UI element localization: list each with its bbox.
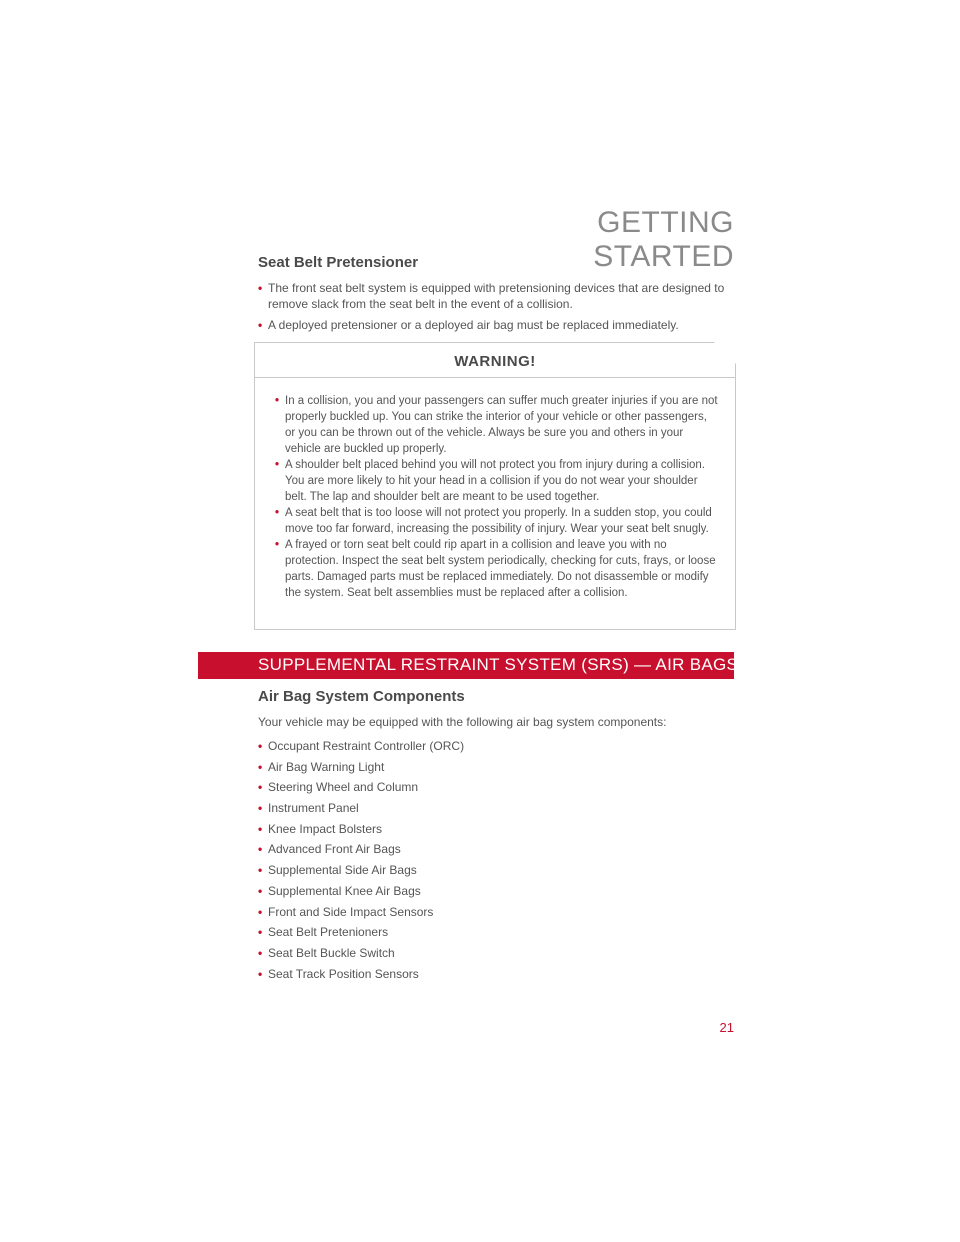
bullet-icon: •: [258, 821, 263, 836]
bullet-icon: •: [258, 281, 263, 295]
list-item-text: Instrument Panel: [268, 801, 359, 816]
bullet-icon: •: [258, 904, 263, 919]
list-item: [258, 904, 658, 925]
list-item: [258, 759, 658, 780]
list-item: [258, 924, 658, 945]
warning-divider: [255, 377, 735, 378]
list-item-text: Seat Belt Buckle Switch: [268, 945, 395, 960]
bullet-icon: •: [258, 966, 263, 981]
list-item-text: Supplemental Knee Air Bags: [268, 883, 421, 898]
list-item: [258, 841, 658, 862]
list-item-text: A frayed or torn seat belt could rip apart in a collision and leave you with no protection. Inspect the seat belt system periodically, checking for cuts, frays, or loose parts. Damaged parts must be replaced immediately. Do not disassemble or modify the system. Seat belt assemblies must be replaced after a collision.: [285, 539, 716, 599]
list-item-text: Seat Belt Pretenioners: [268, 925, 389, 940]
bullet-icon: •: [258, 883, 263, 898]
list-item: [258, 862, 658, 883]
airbag-components-intro: Your vehicle may be equipped with the following air bag system components:: [258, 715, 667, 729]
list-item: [258, 317, 734, 333]
list-item-text: Steering Wheel and Column: [268, 780, 419, 795]
list-item-text: A deployed pretensioner or a deployed air bag must be replaced immediately.: [268, 318, 679, 332]
list-item: [258, 738, 658, 759]
bullet-icon: •: [275, 459, 280, 471]
list-item-text: Occupant Restraint Controller (ORC): [268, 739, 465, 753]
airbag-components-list: [258, 738, 658, 986]
list-item: [258, 280, 734, 312]
page-section-header: GETTING STARTED: [593, 206, 734, 273]
list-item-text: Supplemental Side Air Bags: [268, 863, 417, 878]
warning-bullet-list: [275, 393, 719, 601]
list-item-text: A seat belt that is too loose will not protect you properly. In a sudden stop, you could move too far forward, increasing the possibility of injury. Wear your seat belt snugly.: [285, 507, 712, 535]
list-item-text: Seat Track Position Sensors: [268, 966, 419, 981]
warning-title: WARNING!: [454, 353, 536, 370]
bullet-icon: •: [258, 780, 263, 795]
list-item-text: The front seat belt system is equipped with pretensioning devices that are designed to remove slack from the seat belt in the event of a collision.: [268, 281, 725, 311]
warning-box: [254, 342, 736, 630]
airbag-components-title: Air Bag System Components: [258, 688, 465, 705]
list-item-text: A shoulder belt placed behind you will not protect you from injury during a collision. You are more likely to hit your head in a collision if you do not wear your shoulder belt. The lap and shoulder belt are meant to be used together.: [285, 459, 705, 503]
list-item: [258, 800, 658, 821]
bullet-icon: •: [258, 925, 263, 940]
bullet-icon: •: [258, 759, 263, 774]
list-item: [258, 779, 658, 800]
bullet-icon: •: [258, 739, 263, 753]
list-item-text: Knee Impact Bolsters: [268, 821, 383, 836]
list-item-text: Front and Side Impact Sensors: [268, 904, 434, 919]
section-banner-title: SUPPLEMENTAL RESTRAINT SYSTEM (SRS) — AIR BAGS: [258, 655, 739, 674]
pretensioner-title: Seat Belt Pretensioner: [258, 254, 419, 271]
list-item: [258, 945, 658, 966]
bullet-icon: •: [275, 507, 280, 519]
list-item: [258, 966, 658, 987]
list-item: [258, 883, 658, 904]
list-item: [275, 393, 719, 457]
list-item: [258, 821, 658, 842]
list-item: [275, 537, 719, 601]
bullet-icon: •: [275, 395, 280, 407]
pretensioner-bullet-list: [258, 280, 734, 338]
bullet-icon: •: [275, 539, 280, 551]
bullet-icon: •: [258, 842, 263, 857]
bullet-icon: •: [258, 801, 263, 816]
bullet-icon: •: [258, 863, 263, 878]
list-item-text: Advanced Front Air Bags: [268, 842, 401, 857]
bullet-icon: •: [258, 318, 263, 332]
list-item-text: In a collision, you and your passengers can suffer much greater injuries if you are not properly buckled up. You can strike the interior of your vehicle or other passengers, or you can be thrown out of the vehicle. Always be sure you and others in your vehicle are buckled up properly.: [285, 395, 718, 455]
page-number: 21: [719, 1020, 734, 1035]
list-item: [275, 505, 719, 537]
list-item-text: Air Bag Warning Light: [268, 759, 385, 774]
list-item: [275, 457, 719, 505]
bullet-icon: •: [258, 945, 263, 960]
